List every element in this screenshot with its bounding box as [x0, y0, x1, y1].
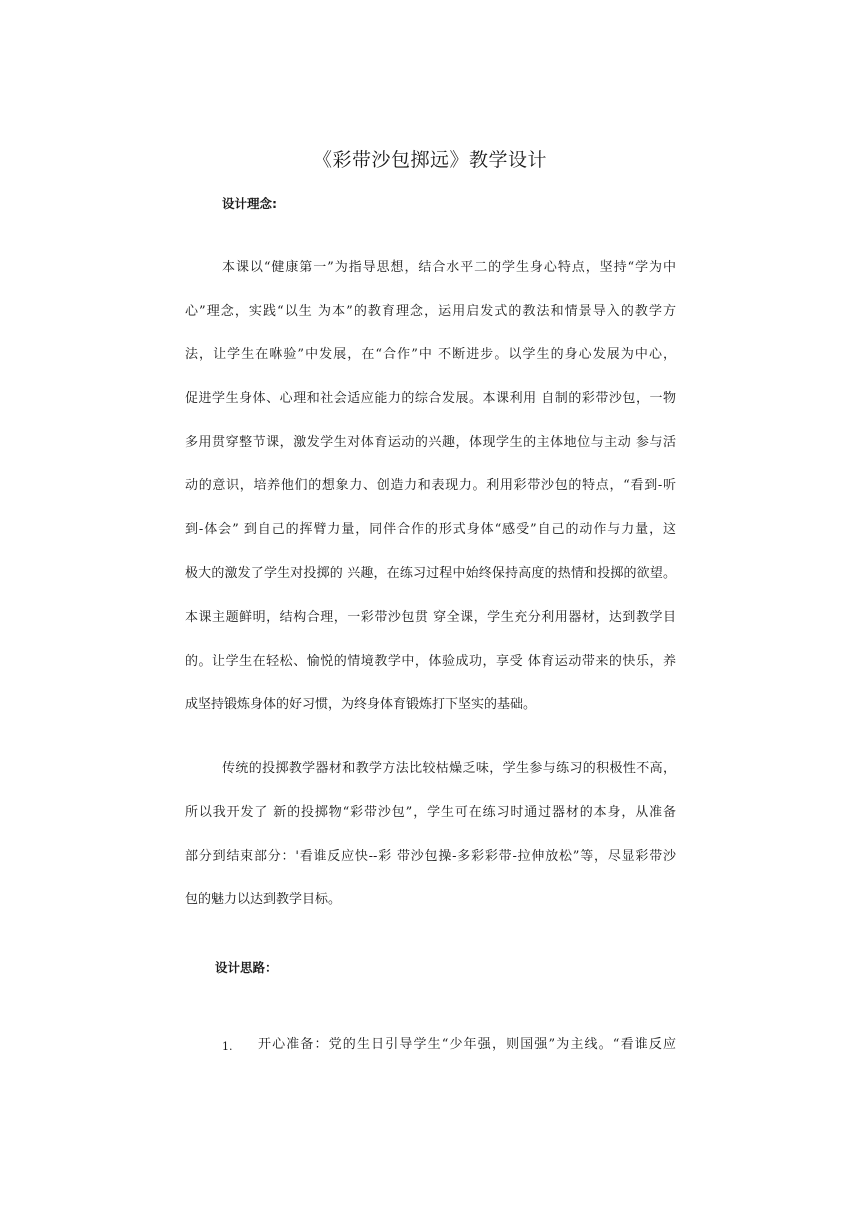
- paragraph-line: 法，让学生在咻验”中发展，在“合作”中 不断进步。以学生的身心发展为中心，: [185, 347, 676, 362]
- paragraph-line: 极大的激发了学生对投掷的 兴趣，在练习过程中始终保持高度的热情和投掷的欲望。: [185, 566, 676, 581]
- list-item-number: 1.: [222, 1040, 233, 1053]
- paragraph-line: 动的意识，培养他们的想象力、创造力和表现力。利用彩带沙包的特点，“看到-听: [185, 478, 676, 493]
- paragraph-line: 成坚持锻炼身体的好习惯，为终身体育锻炼打下坚实的基础。: [185, 697, 537, 712]
- paragraph-line: 心”理念，实践“以生 为本”的教育理念，运用启发式的教法和情景导入的教学方: [185, 304, 676, 319]
- paragraph-line: 所以我开发了 新的投掷物“彩带沙包”，学生可在练习时通过器材的本身，从准备: [185, 805, 676, 820]
- paragraph-line: 本课以“健康第一”为指导思想，结合水平二的学生身心特点，坚持“学为中: [222, 260, 676, 275]
- list-item-text: 开心准备：党的生日引导学生“少年强，则国强”为主线。“看谁反应: [258, 1037, 676, 1052]
- paragraph-line: 部分到结束部分：'看谁反应快--彩 带沙包操-多彩彩带-拉伸放松”等，尽显彩带沙: [185, 849, 676, 864]
- paragraph-line: 到-体会” 到自己的挥臂力量，同伴合作的形式身体“感受”自己的动作与力量，这: [185, 522, 676, 537]
- section-heading-design-concept: 设计理念:: [222, 196, 277, 211]
- paragraph-line: 促进学生身体、心理和社会适应能力的综合发展。本课利用 自制的彩带沙包，一物: [185, 391, 676, 406]
- paragraph-line: 本课主题鲜明，结构合理，一彩带沙包贯 穿全课，学生充分利用器材，达到教学目: [185, 610, 676, 625]
- section-heading-design-approach: 设计思路：: [215, 960, 278, 975]
- paragraph-line: 的。让学生在轻松、愉悦的情境教学中，体验成功，享受 体育运动带来的快乐，养: [185, 654, 676, 669]
- paragraph-line: 包的魅力以达到教学目标。: [185, 892, 342, 907]
- paragraph-line: 传统的投掷教学器材和教学方法比较枯燥乏味，学生参与练习的积极性不高，: [222, 761, 676, 776]
- paragraph-line: 多用贯穿整节课，激发学生对体育运动的兴趣，体现学生的主体地位与主动 参与活: [185, 435, 676, 450]
- document-title: 《彩带沙包掷远》教学设计: [312, 149, 547, 171]
